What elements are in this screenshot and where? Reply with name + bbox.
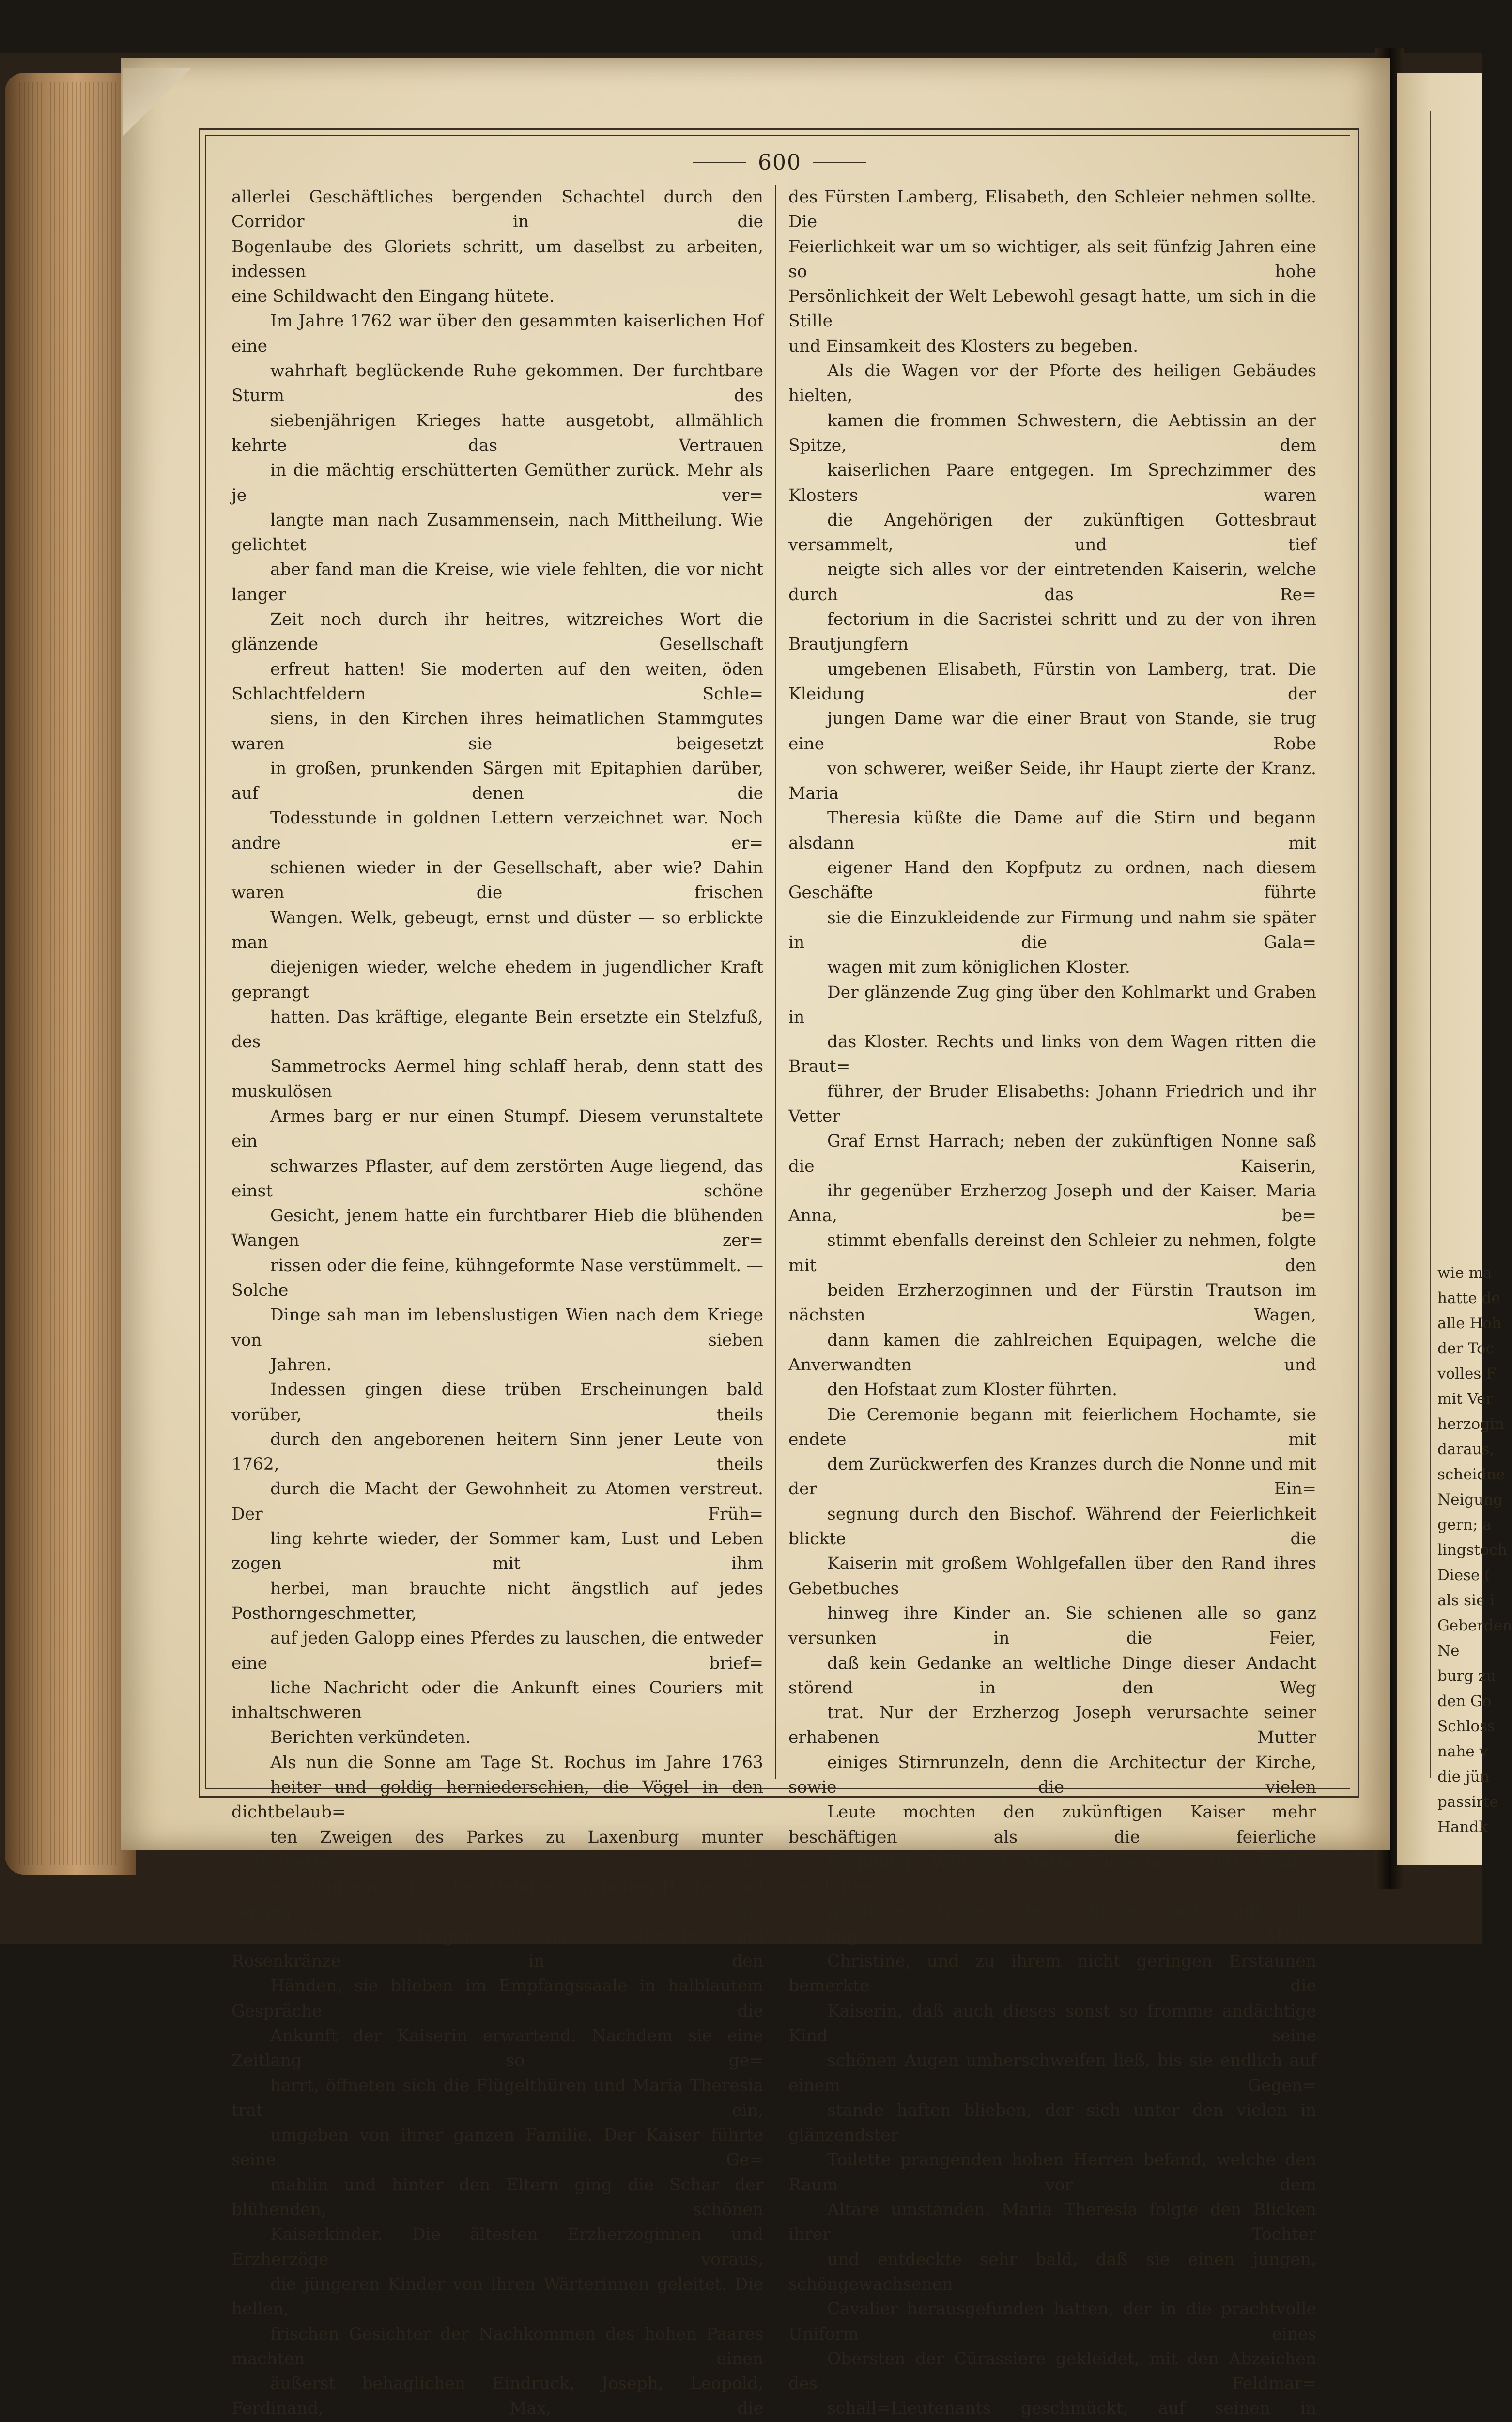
- next-page-line: Geberden: [1437, 1617, 1512, 1634]
- text-line: Obersten der Cürassiere gekleidet, mit den Abzeichen des Feldmar=: [788, 2349, 1316, 2394]
- text-line: Zeit noch durch ihr heitres, witzreiches Wort die glänzende Gesellschaft: [231, 610, 763, 654]
- paragraph: [788, 185, 1316, 359]
- text-line: Als nun die Sonne am Tage St. Rochus im Jahre 1763: [270, 1753, 763, 1772]
- next-page-line: Neigung: [1437, 1491, 1503, 1508]
- text-line: stimmt ebenfalls dereinst den Schleier zu nehmen, folgte mit den: [788, 1231, 1316, 1275]
- text-line: eine Schildwacht den Eingang hütete.: [231, 287, 555, 307]
- text-line: hinweg ihre Kinder an. Sie schienen alle so ganz versunken in die Feier,: [788, 1603, 1316, 1648]
- text-line: Indessen gingen diese trüben Erscheinungen bald vorüber, theils: [231, 1380, 763, 1425]
- text-line: schönen Augen umherschweifen ließ, bis sie endlich auf einem Gegen=: [788, 2051, 1316, 2096]
- next-page-line: alle Hoh: [1437, 1315, 1502, 1332]
- text-line: führer, der Bruder Elisabeths: Johann Friedrich und ihr Vetter: [788, 1082, 1316, 1126]
- next-page-line: hatte de: [1437, 1289, 1500, 1307]
- text-line: allerlei Geschäftliches bergenden Schachtel durch den Corridor in die: [231, 187, 763, 232]
- paragraph: [788, 980, 1316, 1403]
- text-line: Jahren.: [270, 1355, 332, 1375]
- column-divider: [775, 185, 776, 1779]
- text-line: Ankunft der Kaiserin erwartend. Nachdem sie eine Zeitlang so ge=: [231, 2026, 763, 2071]
- text-line: Wangen. Welk, gebeugt, ernst und düster — so erblickte man: [231, 908, 763, 952]
- paragraph: [231, 309, 763, 1378]
- text-line: mahlin und hinter den Eltern ging die Schar der blühenden, schönen: [231, 2175, 763, 2220]
- next-page-line: volles F: [1437, 1365, 1497, 1382]
- text-line: heiter und goldig herniederschien, die Vögel in den dichtbelaub=: [231, 1778, 763, 1822]
- text-line: hatten. Das kräftige, elegante Bein ersetzte ein Stelzfuß, des: [231, 1007, 763, 1052]
- next-page-line: der Toc: [1437, 1340, 1495, 1357]
- text-line: segnung durch den Bischof. Während der Feierlichkeit blickte die: [788, 1504, 1316, 1549]
- text-line: die Angehörigen der zukünftigen Gottesbraut versammelt, und tief: [788, 510, 1316, 555]
- text-line: erschien ein zahlreiches Gefolge von hohen Herren und Damen im: [231, 1877, 763, 1922]
- text-line: Kaiserin, daß auch dieses sonst so fromme andächtige Kind seine: [788, 2001, 1316, 2046]
- text-line: Sammetrocks Aermel hing schlaff herab, denn statt des muskulösen: [231, 1057, 763, 1102]
- text-line: frischen Gesichter der Nachkommen des hohen Paares machten einen: [231, 2324, 763, 2369]
- paragraph: [231, 1378, 763, 1750]
- text-line: diejenigen wieder, welche ehedem in jugendlicher Kraft geprangt: [231, 958, 763, 1002]
- next-page-line: Ne: [1437, 1642, 1460, 1660]
- text-line: erfreut hatten! Sie moderten auf den weiten, öden Schlachtfeldern Schle=: [231, 659, 763, 704]
- text-line: einiges Stirnrunzeln, denn die Architectur der Kirche, sowie die vielen: [788, 1753, 1316, 1797]
- text-line: rissen oder die feine, kühngeformte Nase verstümmelt. — Solche: [231, 1256, 763, 1301]
- text-line: herbei, man brauchte nicht ängstlich auf jedes Posthorngeschmetter,: [231, 1579, 763, 1623]
- page-number: 600: [758, 150, 802, 175]
- next-page-line: Diese (: [1437, 1567, 1491, 1584]
- text-line: von schwerer, weißer Seide, ihr Haupt zierte der Kranz. Maria: [788, 759, 1316, 804]
- text-line: Armes barg er nur einen Stumpf. Diesem verunstaltete ein: [231, 1106, 763, 1151]
- text-line: umgebenen Elisabeth, Fürstin von Lamberg, trat. Die Kleidung der: [788, 659, 1316, 704]
- text-line: Der glänzende Zug ging über den Kohlmarkt und Graben in: [788, 982, 1316, 1027]
- text-line: Persönlichkeit der Welt Lebewohl gesagt hatte, um sich in die Stille: [788, 287, 1316, 331]
- text-line: Händen, sie blieben im Empfangssaale in halblautem Gespräche die: [231, 1976, 763, 2021]
- next-page-line: als sie i: [1437, 1592, 1495, 1609]
- next-page-line: gern; a: [1437, 1516, 1492, 1534]
- text-line: Gesicht, jenem hatte ein furchtbarer Hieb die blühenden Wangen zer=: [231, 1206, 763, 1251]
- text-line: ten Zweigen des Parkes zu Laxenburg munter zwitscherten, da: [231, 1827, 763, 1872]
- text-line: Altare umstanden. Maria Theresia folgte den Blicken ihrer Tochter: [788, 2200, 1316, 2245]
- text-line: stande haften blieben, der sich unter den vielen in glänzendster: [788, 2100, 1316, 2145]
- text-line: Bogenlaube des Gloriets schritt, um daselbst zu arbeiten, indessen: [231, 237, 763, 281]
- header-rule-left: [693, 162, 746, 163]
- text-line: trat. Nur der Erzherzog Joseph verursachte seiner erhabenen Mutter: [788, 1703, 1316, 1748]
- text-line: in großen, prunkenden Särgen mit Epitaphien darüber, auf denen die: [231, 759, 763, 804]
- text-line: schienen wieder in der Gesellschaft, aber wie? Dahin waren die frischen: [231, 858, 763, 903]
- text-line: Toilette prangenden hohen Herren befand, welche den Raum vor dem: [788, 2150, 1316, 2195]
- text-line: schall=Lieutenants geschmückt, auf seinen in: [827, 2399, 1316, 2419]
- text-line: Die Ceremonie begann mit feierlichem Hochamte, sie endete mit: [788, 1405, 1316, 1449]
- text-line: Als die Wagen vor der Pforte des heiligen Gebäudes hielten,: [788, 361, 1316, 406]
- next-page-line: scheidne: [1437, 1466, 1505, 1483]
- next-page-frame-rule: [1430, 111, 1431, 1778]
- next-page-line: passirte: [1437, 1793, 1498, 1811]
- left-text-column: [231, 185, 763, 2419]
- text-line: auf jeden Galopp eines Pferdes zu lauschen, die entweder eine brief=: [231, 1629, 763, 1673]
- next-page-line: die jün: [1437, 1768, 1490, 1785]
- text-line: äußerst behaglichen Eindruck, Joseph, Leopold, Ferdinand, Max, die: [231, 2374, 763, 2419]
- text-line: und Einsamkeit des Klosters zu begeben.: [788, 336, 1139, 356]
- text-line: den Hofstaat zum Kloster führten.: [827, 1380, 1118, 1400]
- text-line: kamen die frommen Schwestern, die Aebtissin an der Spitze, dem: [788, 411, 1316, 455]
- text-line: Berichten verkündeten.: [270, 1728, 471, 1748]
- text-line: umgeben von ihrer ganzen Familie. Der Kaiser führte seine Ge=: [231, 2126, 763, 2170]
- text-line: daß kein Gedanke an weltliche Dinge dieser Andacht störend in den Weg: [788, 1653, 1316, 1698]
- text-line: Todesstunde in goldnen Lettern verzeichnet war. Noch andre er=: [231, 808, 763, 853]
- next-page-text-fragment: [1437, 1260, 1512, 1840]
- paragraph: [788, 1403, 1316, 2422]
- paragraph: [788, 359, 1316, 980]
- text-line: Kaiserkinder. Die ältesten Erzherzoginnen und Erzherzöge voraus,: [231, 2225, 763, 2269]
- next-page-line: mit Ver: [1437, 1390, 1493, 1408]
- text-line: Dinge sah man im lebenslustigen Wien nach dem Kriege von sieben: [231, 1305, 763, 1350]
- text-line: siebenjährigen Krieges hatte ausgetobt, allmählich kehrte das Vertrauen: [231, 411, 763, 455]
- text-line: die jüngeren Kinder von ihren Wärterinnen geleitet. Die hellen,: [231, 2274, 763, 2319]
- paragraph: [231, 1751, 763, 2422]
- text-line: Feierlichkeit war um so wichtiger, als seit fünfzig Jahren eine so hohe: [788, 237, 1316, 281]
- page-edge-lines: [19, 82, 116, 1865]
- text-line: dann kamen die zahlreichen Equipagen, welche die Anverwandten und: [788, 1330, 1316, 1375]
- text-line: siens, in den Kirchen ihres heimatlichen Stammgutes waren sie beigesetzt: [231, 709, 763, 754]
- text-line: dem Zurückwerfen des Kranzes durch die Nonne und mit der Ein=: [788, 1455, 1316, 1499]
- text-line: ihr gegenüber Erzherzog Joseph und der Kaiser. Maria Anna, be=: [788, 1181, 1316, 1226]
- text-line: aber fand man die Kreise, wie viele fehlten, die vor nicht langer: [231, 560, 763, 605]
- text-line: Cavalier herausgefunden hatten, der in die prachtvolle Uniform eines: [788, 2299, 1316, 2344]
- text-line: kaiserlichen Paare entgegen. Im Sprechzimmer des Klosters waren: [788, 461, 1316, 505]
- text-line: jungen Dame war die einer Braut von Stande, sie trug eine Robe: [788, 709, 1316, 754]
- text-line: und entdeckte sehr bald, daß sie einen jungen, schöngewachsenen: [788, 2250, 1316, 2294]
- text-line: musterte, trafen ihre Blicke auch auf die Lieblingstochter Marie: [788, 1902, 1316, 1946]
- text-line: Leute mochten den zukünftigen Kaiser mehr beschäftigen als die feierliche: [788, 1802, 1316, 1847]
- text-line: Theresia küßte die Dame auf die Stirn und begann alsdann mit: [788, 808, 1316, 853]
- text-line: Graf Ernst Harrach; neben der zukünftigen Nonne saß die Kaiserin,: [788, 1132, 1316, 1176]
- next-page-line: wie ma: [1437, 1264, 1492, 1282]
- text-line: durch die Macht der Gewohnheit zu Atomen verstreut. Der Früh=: [231, 1479, 763, 1524]
- paragraph: [231, 185, 763, 309]
- text-line: sie die Einzukleidende zur Firmung und nahm sie später in die Gala=: [788, 908, 1316, 952]
- text-line: Im Jahre 1762 war über den gesammten kaiserlichen Hof eine: [231, 311, 763, 356]
- next-page-line: daraus,: [1437, 1441, 1495, 1458]
- next-page-line: lingstoch: [1437, 1541, 1507, 1559]
- text-line: des Fürsten Lamberg, Elisabeth, den Schleier nehmen sollte. Die: [788, 187, 1316, 232]
- next-page-line: den Go: [1437, 1692, 1492, 1710]
- right-text-column: [788, 185, 1316, 2419]
- page-header: [668, 145, 891, 179]
- next-page-line: Schloss: [1437, 1718, 1495, 1735]
- text-line: das Kloster. Rechts und links von dem Wagen ritten die Braut=: [788, 1032, 1316, 1077]
- text-line: durch den angeborenen heitern Sinn jener Leute von 1762, theils: [231, 1429, 763, 1475]
- text-line: in die mächtig erschütterten Gemüther zurück. Mehr als je ver=: [231, 461, 763, 505]
- text-line: langte man nach Zusammensein, nach Mittheilung. Wie gelichtet: [231, 510, 763, 555]
- text-line: schwarzes Pflaster, auf dem zerstörten Auge liegend, das einst schöne: [231, 1156, 763, 1201]
- text-line: ling kehrte wieder, der Sommer kam, Lust und Leben zogen mit ihm: [231, 1529, 763, 1574]
- text-line: beiden Erzherzoginnen und der Fürstin Trautson im nächsten Wagen,: [788, 1281, 1316, 1325]
- next-page-line: burg zu: [1437, 1667, 1496, 1685]
- text-line: wahrhaft beglückende Ruhe gekommen. Der furchtbare Sturm des: [231, 361, 763, 406]
- next-page-line: nahe v: [1437, 1743, 1488, 1760]
- text-line: eigener Hand den Kopfputz zu ordnen, nach diesem Geschäfte führte: [788, 858, 1316, 903]
- text-line: fectorium in die Sacristei schritt und zu der von ihren Brautjungfern: [788, 610, 1316, 654]
- next-page-line: herzogin: [1437, 1415, 1504, 1433]
- text-line: Christine, und zu ihrem nicht geringen Erstaunen bemerkte die: [788, 1952, 1316, 1996]
- next-page-line: Handk: [1437, 1818, 1488, 1836]
- text-line: liche Nachricht oder die Ankunft eines Couriers mit inhaltschweren: [231, 1678, 763, 1723]
- text-line: wagen mit zum königlichen Kloster.: [827, 958, 1130, 978]
- text-line: harrt, öffneten sich die Flügelthüren und Maria Theresia trat ein,: [231, 2076, 763, 2120]
- header-rule-right: [813, 162, 866, 163]
- text-line: Handlung. Während Maria Theresia so ihre Kinder verstohlen: [788, 1852, 1316, 1897]
- text-line: Kaiserin mit großem Wohlgefallen über den Rand ihres Gebetbuches: [788, 1554, 1316, 1599]
- text-line: Schlosse. Sie trugen alle ihre Gebetbücher und Rosenkränze in den: [231, 1926, 763, 1972]
- text-line: neigte sich alles vor der eintretenden Kaiserin, welche durch das Re=: [788, 560, 1316, 605]
